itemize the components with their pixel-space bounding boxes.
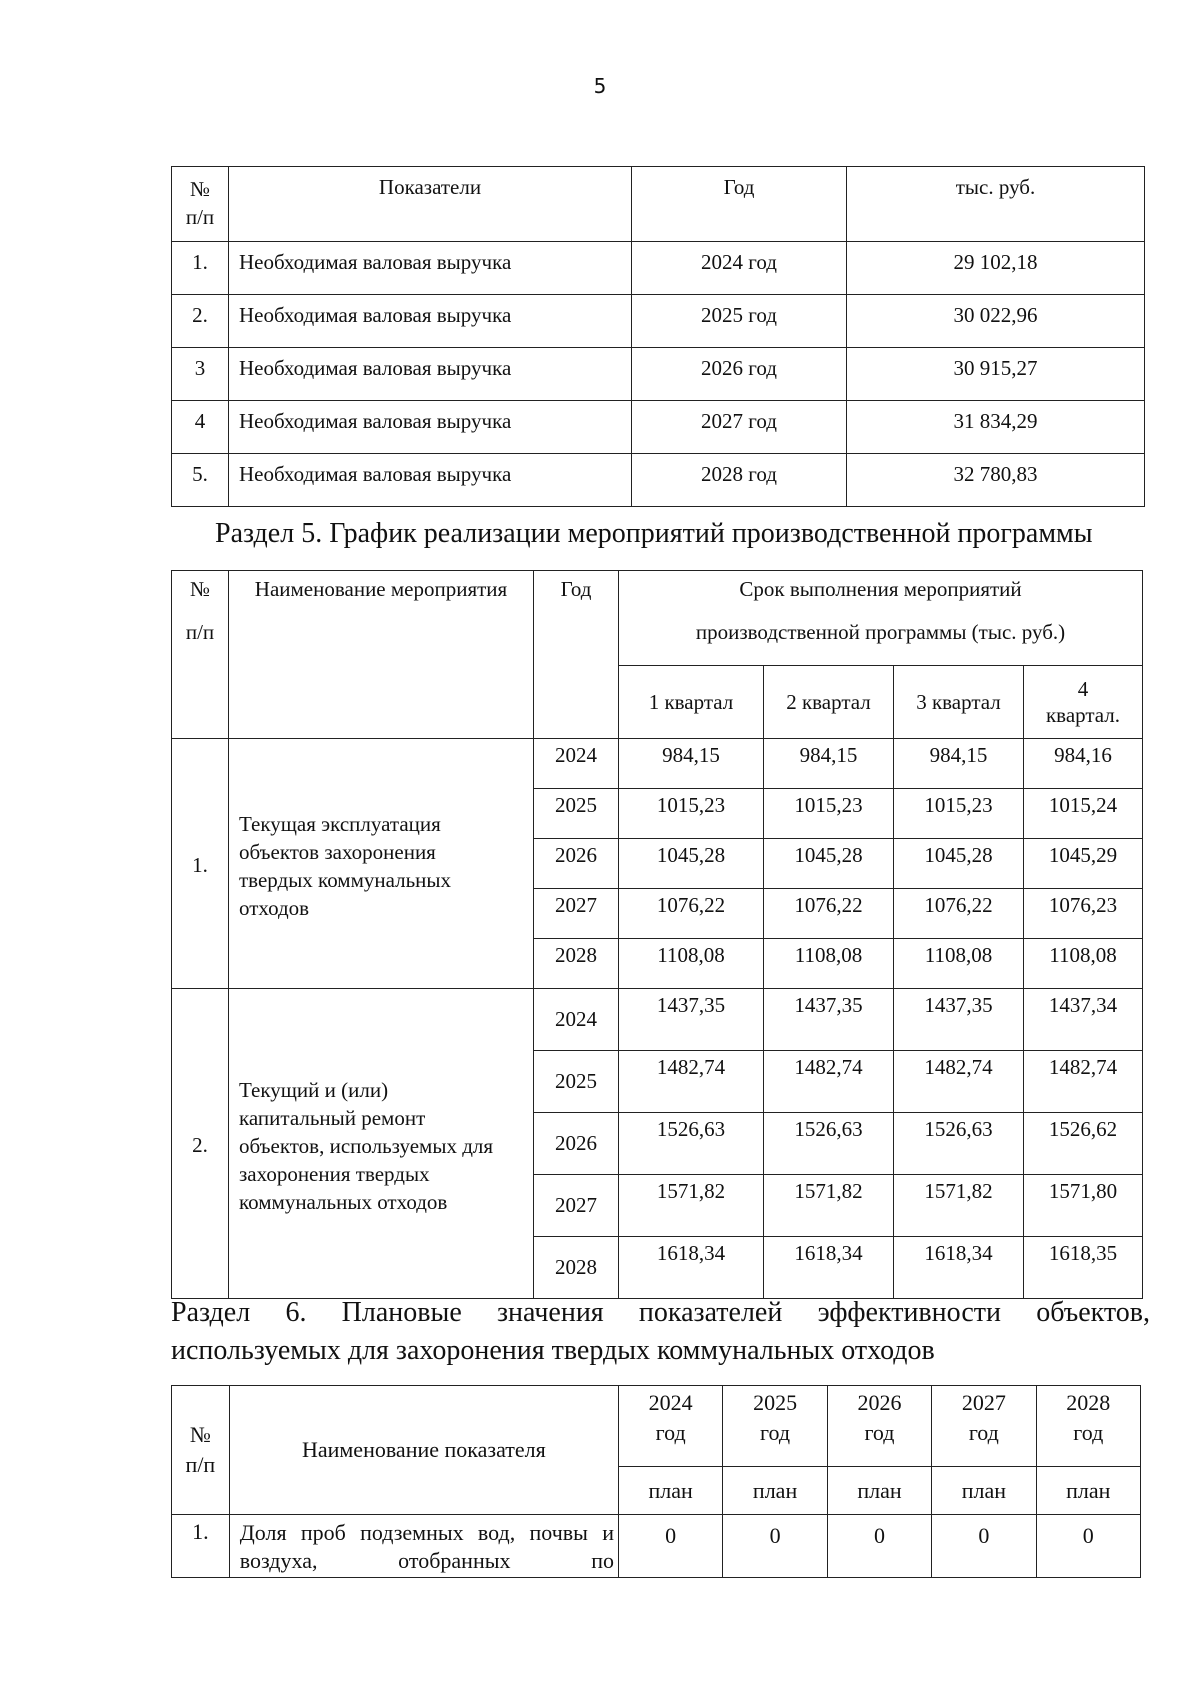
row-q1: 1437,35 [619,989,764,1051]
row-value: 0 [1036,1515,1140,1578]
header-number-sign: № [189,577,211,601]
header-cell-quarter-2: 2 квартал [764,666,894,739]
row-year: 2027 год [632,401,847,454]
row-q2: 1108,08 [764,939,894,989]
efficiency-indicators-table [171,1385,1141,1578]
header-period-line2: производственной программы (тыс. руб.) [695,620,1066,644]
table-row [172,989,1143,1051]
row-year: 2024 год [632,242,847,295]
row-number: 1. [172,1515,230,1578]
header-cell-number [172,571,229,739]
row-q3: 1526,63 [894,1113,1024,1175]
row-value: 30 022,96 [847,295,1145,348]
row-number: 2. [172,295,229,348]
header-cell-activity-name: Наименование мероприятия [229,571,534,739]
header-cell-year: Год [632,167,847,242]
revenue-table [171,166,1145,507]
row-q3: 1571,82 [894,1175,1024,1237]
row-indicator: Необходимая валовая выручка [229,242,632,295]
row-indicator: Необходимая валовая выручка [229,295,632,348]
row-q2: 1482,74 [764,1051,894,1113]
row-year: 2027 [534,1175,619,1237]
group-activity-name: Текущая эксплуатация объектов захоронения твердых коммунальных отходов [229,739,534,989]
table-row [172,1515,1141,1578]
header-cell-plan: план [618,1467,722,1515]
row-year: 2025 год [632,295,847,348]
row-year: 2028 год [632,454,847,507]
row-year: 2026 [534,839,619,889]
header-cell-quarter-1: 1 квартал [619,666,764,739]
header-cell-number: № п/п [172,1386,230,1515]
row-year: 2025 [534,1051,619,1113]
table-row [172,295,1145,348]
table-header-row [172,167,1145,242]
row-value: 0 [827,1515,931,1578]
row-q3: 1437,35 [894,989,1024,1051]
group-activity-name: Текущий и (или) капитальный ремонт объектов, используемых для захоронения твердых коммунальных отходов [229,989,534,1299]
section-5-title: Раздел 5. График реализации мероприятий производственной программы [215,518,1093,549]
header-cell-year: 2025 год [723,1386,827,1467]
header-cell-year: 2024 год [618,1386,722,1467]
header-cell-indicator-name: Наименование показателя [229,1386,618,1515]
row-q1: 1015,23 [619,789,764,839]
header-cell-quarter-3: 3 квартал [894,666,1024,739]
row-q2: 1437,35 [764,989,894,1051]
header-cell-plan: план [723,1467,827,1515]
row-q2: 1571,82 [764,1175,894,1237]
row-q3: 1618,34 [894,1237,1024,1299]
schedule-table [171,570,1143,1299]
row-q3: 1108,08 [894,939,1024,989]
row-indicator: Необходимая валовая выручка [229,454,632,507]
row-q2: 1618,34 [764,1237,894,1299]
section-6-title-line2: используемых для захоронения твердых коммунальных отходов [171,1335,935,1366]
row-q4: 1076,23 [1024,889,1143,939]
header-cell-year: 2026 год [827,1386,931,1467]
row-q1: 1482,74 [619,1051,764,1113]
row-number: 5. [172,454,229,507]
row-q4: 1482,74 [1024,1051,1143,1113]
row-q2: 984,15 [764,739,894,789]
header-cell-year: Год [534,571,619,739]
row-indicator-name-line2: воздуха, отобранных по [239,1548,614,1573]
header-cell-thousand-rub: тыс. руб. [847,167,1145,242]
section-6-title-line1: Раздел 6. Плановые значения показателей эффективности объектов, [171,1297,1150,1328]
header-cell-indicators: Показатели [229,167,632,242]
row-q4: 1045,29 [1024,839,1143,889]
header-number-pp: п/п [185,620,215,644]
row-year: 2028 [534,939,619,989]
group-number: 1. [172,739,229,989]
row-value: 30 915,27 [847,348,1145,401]
row-q1: 1618,34 [619,1237,764,1299]
header-cell-period [619,571,1143,666]
table-row [172,242,1145,295]
row-year: 2026 год [632,348,847,401]
row-q3: 1045,28 [894,839,1024,889]
row-year: 2026 [534,1113,619,1175]
header-cell-plan: план [1036,1467,1140,1515]
row-year: 2025 [534,789,619,839]
row-q2: 1076,22 [764,889,894,939]
row-q2: 1045,28 [764,839,894,889]
row-q4: 1526,62 [1024,1113,1143,1175]
row-q4: 1571,80 [1024,1175,1143,1237]
header-cell-plan: план [932,1467,1036,1515]
row-q3: 1076,22 [894,889,1024,939]
header-period-line1: Срок выполнения мероприятий [739,577,1022,601]
group-number: 2. [172,989,229,1299]
row-year: 2028 [534,1237,619,1299]
row-year: 2024 [534,739,619,789]
row-indicator: Необходимая валовая выручка [229,401,632,454]
header-cell-number: № п/п [172,167,229,242]
table-row [172,348,1145,401]
header-cell-plan: план [827,1467,931,1515]
row-q3: 1015,23 [894,789,1024,839]
row-q2: 1526,63 [764,1113,894,1175]
row-indicator-name [229,1515,618,1578]
table-header-row [172,571,1143,666]
row-q3: 1482,74 [894,1051,1024,1113]
row-q1: 984,15 [619,739,764,789]
row-q3: 984,15 [894,739,1024,789]
row-q4: 984,16 [1024,739,1143,789]
row-value: 32 780,83 [847,454,1145,507]
row-indicator-name-line1: Доля проб подземных вод, почвы и [239,1520,614,1545]
table-header-row [172,1386,1141,1467]
row-number: 3 [172,348,229,401]
row-value: 31 834,29 [847,401,1145,454]
header-cell-quarter-4: 4 квартал. [1024,666,1143,739]
table-row [172,454,1145,507]
row-q4: 1108,08 [1024,939,1143,989]
row-value: 0 [618,1515,722,1578]
table-row [172,739,1143,789]
row-q2: 1015,23 [764,789,894,839]
row-year: 2027 [534,889,619,939]
header-cell-year: 2028 год [1036,1386,1140,1467]
row-q4: 1618,35 [1024,1237,1143,1299]
row-q1: 1108,08 [619,939,764,989]
row-q4: 1015,24 [1024,789,1143,839]
row-q4: 1437,34 [1024,989,1143,1051]
row-value: 29 102,18 [847,242,1145,295]
row-year: 2024 [534,989,619,1051]
row-indicator: Необходимая валовая выручка [229,348,632,401]
table-row [172,401,1145,454]
row-number: 4 [172,401,229,454]
row-value: 0 [723,1515,827,1578]
row-number: 1. [172,242,229,295]
row-q1: 1571,82 [619,1175,764,1237]
row-q1: 1076,22 [619,889,764,939]
row-q1: 1526,63 [619,1113,764,1175]
header-cell-year: 2027 год [932,1386,1036,1467]
page-number: 5 [593,74,607,98]
row-q1: 1045,28 [619,839,764,889]
row-value: 0 [932,1515,1036,1578]
